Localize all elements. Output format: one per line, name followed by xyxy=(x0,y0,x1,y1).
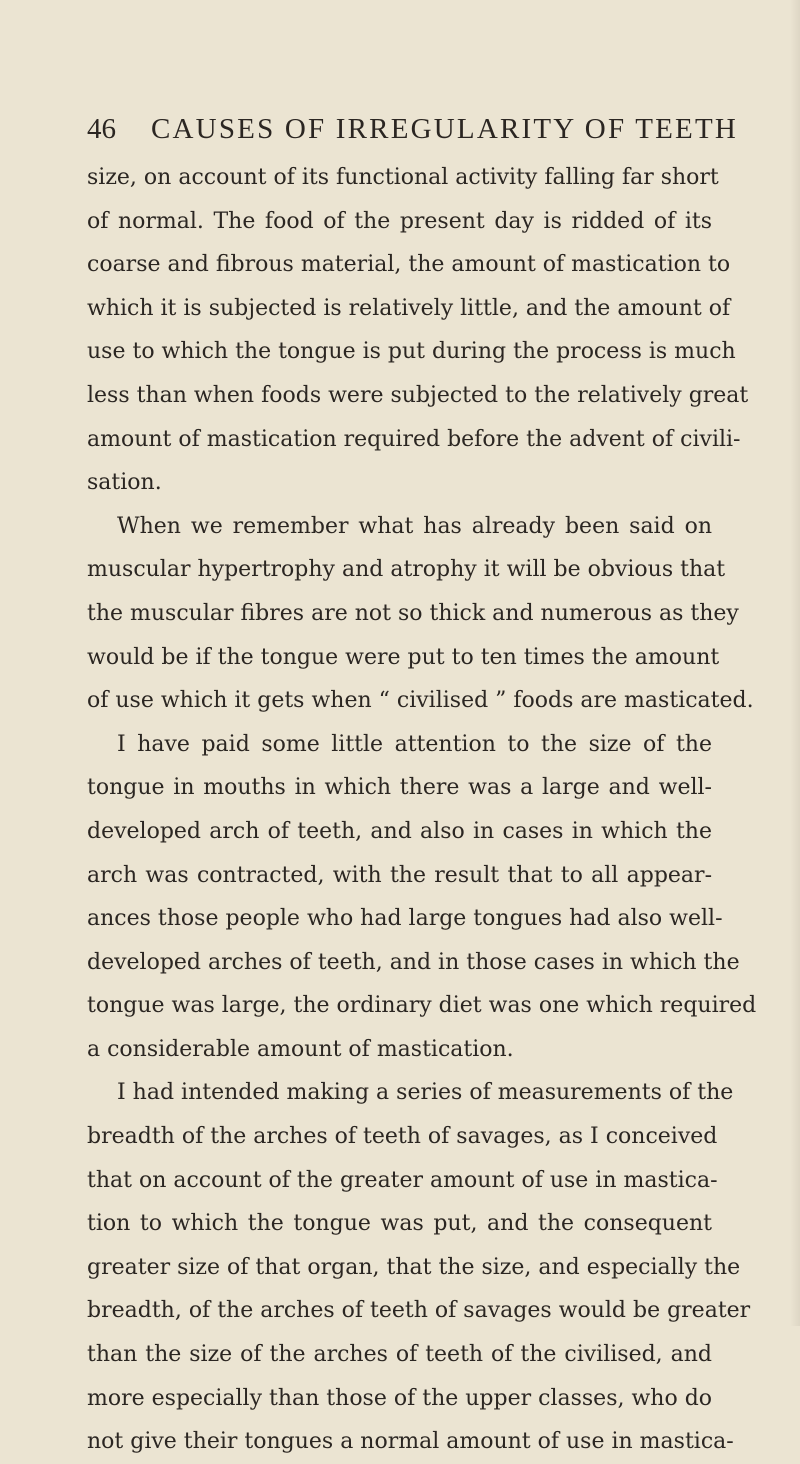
text-line: than the size of the arches of teeth of the civilised, and xyxy=(87,1342,712,1368)
text-line: developed arch of teeth, and also in cases in which the xyxy=(87,818,712,844)
text-line: would be if the tongue were put to ten times the amount xyxy=(87,644,720,670)
text-line: which it is subjected is relatively little, and the amount of xyxy=(87,295,731,321)
text-line: of normal. The food of the present day is ridded of its xyxy=(87,208,712,234)
body-text xyxy=(87,156,757,1464)
text-line: breadth of the arches of teeth of savages, as I conceived xyxy=(87,1124,718,1150)
text-line: that on account of the greater amount of use in mastica- xyxy=(87,1167,718,1193)
text-line: tongue in mouths in which there was a large and well- xyxy=(87,775,712,801)
text-line: use to which the tongue is put during the process is much xyxy=(87,339,736,365)
text-line: When we remember what has already been said on xyxy=(117,513,712,539)
text-line: developed arches of teeth, and in those cases in which the xyxy=(87,949,740,975)
text-line: breadth, of the arches of teeth of savages would be greater xyxy=(87,1298,751,1324)
text-line: I had intended making a series of measurements of the xyxy=(117,1080,734,1106)
text-line: less than when foods were subjected to the relatively great xyxy=(87,382,749,408)
text-line: of use which it gets when “ civilised ” foods are masticated. xyxy=(87,688,754,714)
text-line: sation. xyxy=(87,470,162,496)
text-line: I have paid some little attention to the size of the xyxy=(117,731,712,757)
text-line: muscular hypertrophy and atrophy it will be obvious that xyxy=(87,557,726,583)
running-head xyxy=(87,112,738,146)
text-line: arch was contracted, with the result that to all appear- xyxy=(87,862,712,888)
running-title: CAUSES OF IRREGULARITY OF TEETH xyxy=(151,113,738,145)
page-edge-shadow xyxy=(790,0,800,1326)
text-line: a considerable amount of mastication. xyxy=(87,1036,514,1062)
text-line: amount of mastication required before the advent of civili- xyxy=(87,426,741,452)
text-line: size, on account of its functional activity falling far short xyxy=(87,165,719,190)
page-number: 46 xyxy=(87,113,116,145)
text-line: more especially than those of the upper classes, who do xyxy=(87,1385,713,1411)
text-line: tongue was large, the ordinary diet was one which required xyxy=(87,993,757,1019)
text-line: greater size of that organ, that the size, and especially the xyxy=(87,1254,741,1280)
text-line: the muscular fibres are not so thick and numerous as they xyxy=(87,600,739,626)
text-line: ances those people who had large tongues had also well- xyxy=(87,906,723,932)
text-line: not give their tongues a normal amount of use in mastica- xyxy=(87,1429,734,1455)
text-line: coarse and fibrous material, the amount of mastication to xyxy=(87,252,731,278)
text-line: tion to which the tongue was put, and the consequent xyxy=(87,1211,712,1237)
